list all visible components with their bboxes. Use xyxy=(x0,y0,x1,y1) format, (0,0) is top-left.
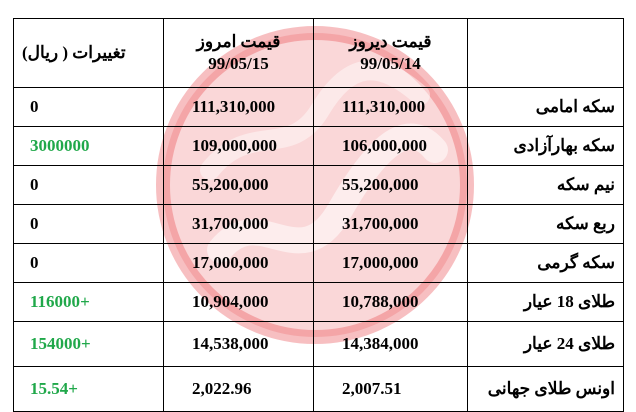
header-today-date: 99/05/15 xyxy=(208,54,269,73)
header-today-label: قیمت امروز xyxy=(196,32,281,51)
table-row xyxy=(14,88,624,127)
table-row xyxy=(14,127,624,166)
table-header-row xyxy=(14,19,624,88)
change-cell: 0 xyxy=(14,88,164,127)
header-today-cell xyxy=(164,19,314,88)
today-price-cell: 10,904,000 xyxy=(164,283,314,322)
today-price-cell: 31,700,000 xyxy=(164,205,314,244)
price-table xyxy=(13,18,624,412)
item-name-cell: ربع سکه xyxy=(468,205,624,244)
yesterday-price-cell: 14,384,000 xyxy=(314,322,468,367)
today-price-cell: 111,310,000 xyxy=(164,88,314,127)
change-cell: 0 xyxy=(14,205,164,244)
yesterday-price-cell: 106,000,000 xyxy=(314,127,468,166)
yesterday-price-cell: 10,788,000 xyxy=(314,283,468,322)
today-price-cell: 17,000,000 xyxy=(164,244,314,283)
table-row xyxy=(14,367,624,412)
change-cell: +15.54 xyxy=(14,367,164,412)
header-yesterday-date: 99/05/14 xyxy=(360,54,421,73)
item-name-cell: سکه امامی xyxy=(468,88,624,127)
header-yesterday-cell xyxy=(314,19,468,88)
table-row xyxy=(14,322,624,367)
item-name-cell: طلای 18 عیار xyxy=(468,283,624,322)
header-yesterday-label: قیمت دیروز xyxy=(349,32,432,51)
today-price-cell: 109,000,000 xyxy=(164,127,314,166)
today-price-cell: 2,022.96 xyxy=(164,367,314,412)
header-change-cell: تغییرات ( ریال) xyxy=(14,19,164,88)
table-row xyxy=(14,166,624,205)
today-price-cell: 55,200,000 xyxy=(164,166,314,205)
yesterday-price-cell: 17,000,000 xyxy=(314,244,468,283)
yesterday-price-cell: 31,700,000 xyxy=(314,205,468,244)
change-cell: +116000 xyxy=(14,283,164,322)
item-name-cell: اونس طلای جهانی xyxy=(468,367,624,412)
change-cell: 0 xyxy=(14,244,164,283)
yesterday-price-cell: 2,007.51 xyxy=(314,367,468,412)
item-name-cell: سکه گرمی xyxy=(468,244,624,283)
table-row xyxy=(14,205,624,244)
change-cell: 3000000 xyxy=(14,127,164,166)
item-name-cell: نیم سکه xyxy=(468,166,624,205)
yesterday-price-cell: 111,310,000 xyxy=(314,88,468,127)
today-price-cell: 14,538,000 xyxy=(164,322,314,367)
yesterday-price-cell: 55,200,000 xyxy=(314,166,468,205)
change-cell: +154000 xyxy=(14,322,164,367)
header-name-cell xyxy=(468,19,624,88)
table-row xyxy=(14,283,624,322)
item-name-cell: طلای 24 عیار xyxy=(468,322,624,367)
change-cell: 0 xyxy=(14,166,164,205)
item-name-cell: سکه بهارآزادی xyxy=(468,127,624,166)
table-row xyxy=(14,244,624,283)
